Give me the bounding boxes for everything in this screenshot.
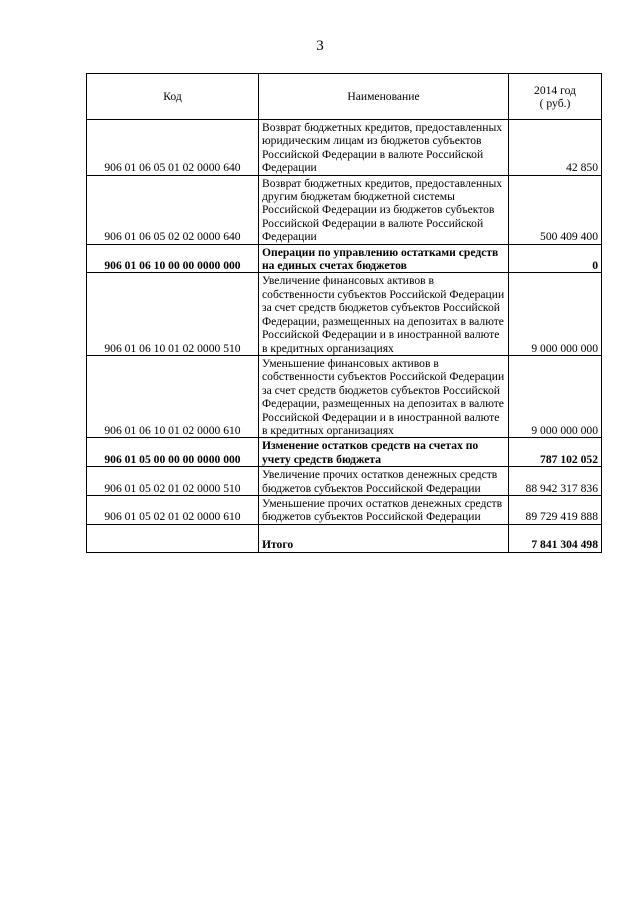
row-amount: 9 000 000 000 xyxy=(509,355,602,437)
row-amount: 500 409 400 xyxy=(509,175,602,244)
table-header-row xyxy=(87,74,602,120)
row-name: Увеличение прочих остатков денежных средств бюджетов субъектов Российской Федерации xyxy=(259,467,509,496)
page-number: 3 xyxy=(316,38,324,54)
row-code: 906 01 06 05 01 02 0000 640 xyxy=(87,120,259,176)
table-row xyxy=(87,120,602,176)
row-code: 906 01 05 00 00 00 0000 000 xyxy=(87,438,259,467)
row-amount: 0 xyxy=(509,244,602,273)
header-code: Код xyxy=(87,74,259,120)
header-unit-label: ( руб.) xyxy=(539,97,571,110)
header-name: Наименование xyxy=(259,74,509,120)
row-amount: 89 729 419 888 xyxy=(509,495,602,524)
table-row xyxy=(87,273,602,355)
row-name: Уменьшение финансовых активов в собственности субъектов Российской Федерации за счет средств бюджетов субъектов Российской Федерации, размещенных на депозитах в валюте Российской Федерации и в иностранной валюте в кредитных организациях xyxy=(259,355,509,437)
row-code: 906 01 06 05 02 02 0000 640 xyxy=(87,175,259,244)
row-name: Возврат бюджетных кредитов, предоставленных другим бюджетам бюджетной системы Российской Федерации из бюджетов субъектов Российской Федерации в валюте Российской Федерации xyxy=(259,175,509,244)
row-name: Уменьшение прочих остатков денежных средств бюджетов субъектов Российской Федерации xyxy=(259,495,509,524)
total-code xyxy=(87,524,259,552)
total-label: Итого xyxy=(259,524,509,552)
total-amount: 7 841 304 498 xyxy=(509,524,602,552)
table-row-group xyxy=(87,244,602,273)
row-name: Возврат бюджетных кредитов, предоставленных юридическим лицам из бюджетов субъектов Российской Федерации в валюте Российской Федерации xyxy=(259,120,509,176)
row-code: 906 01 06 10 01 02 0000 510 xyxy=(87,273,259,355)
row-code: 906 01 06 10 00 00 0000 000 xyxy=(87,244,259,273)
row-name: Операции по управлению остатками средств на единых счетах бюджетов xyxy=(259,244,509,273)
table-row xyxy=(87,495,602,524)
row-code: 906 01 06 10 01 02 0000 610 xyxy=(87,355,259,437)
row-amount: 88 942 317 836 xyxy=(509,467,602,496)
row-name: Изменение остатков средств на счетах по учету средств бюджета xyxy=(259,438,509,467)
row-code: 906 01 05 02 01 02 0000 610 xyxy=(87,495,259,524)
row-amount: 42 850 xyxy=(509,120,602,176)
table-row xyxy=(87,175,602,244)
table-row xyxy=(87,355,602,437)
table-total-row xyxy=(87,524,602,552)
row-code: 906 01 05 02 01 02 0000 510 xyxy=(87,467,259,496)
row-name: Увеличение финансовых активов в собственности субъектов Российской Федерации за счет средств бюджетов субъектов Российской Федерации, размещенных на депозитах в валюте Российской Федерации и в иностранной валюте в кредитных организациях xyxy=(259,273,509,355)
header-year-label: 2014 год xyxy=(534,83,576,97)
table-row xyxy=(87,467,602,496)
row-amount: 787 102 052 xyxy=(509,438,602,467)
header-year xyxy=(509,74,602,120)
budget-sources-table xyxy=(86,73,602,553)
row-amount: 9 000 000 000 xyxy=(509,273,602,355)
table-row-group xyxy=(87,438,602,467)
